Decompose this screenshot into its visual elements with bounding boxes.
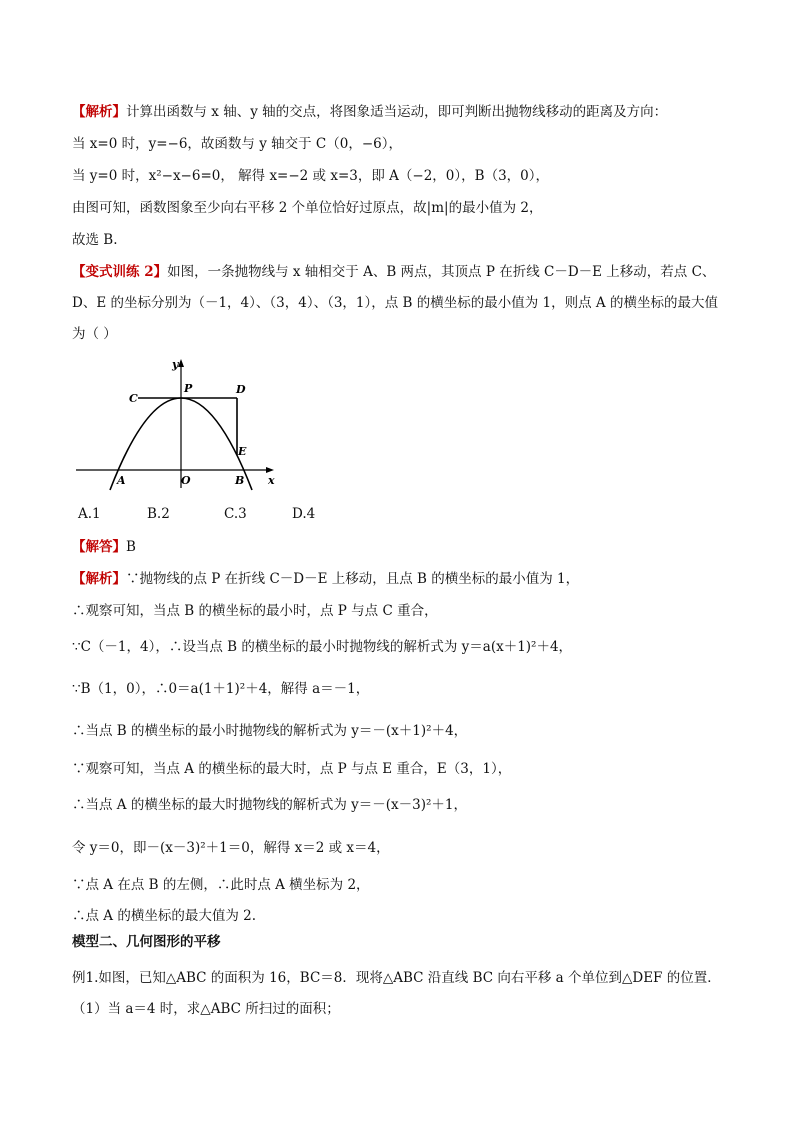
analysis-1-line-2: 当 x=0 时，y=−6，故函数与 y 轴交于 C（0，−6）， (72, 136, 403, 152)
variant-2-line-3: 为（ ） (72, 326, 117, 342)
label-b: B (235, 474, 245, 487)
analysis-1-line-5: 故选 B. (72, 232, 118, 248)
model-2-heading: 模型二、几何图形的平移 (72, 934, 221, 950)
analysis-1-line-3: 当 y=0 时，x²−x−6=0， 解得 x=−2 或 x=3，即 A（−2，0），B（3，0）， (72, 168, 549, 184)
analysis-1-line-4: 由图可知，函数图象至少向右平移 2 个单位恰好过原点，故|m|的最小值为 2， (72, 200, 543, 216)
analysis-2-line-2: ∴观察可知，当点 B 的横坐标的最小时，点 P 与点 C 重合， (72, 603, 438, 619)
label-y: y (172, 358, 179, 371)
variant-2-line-1: 【变式训练 2】如图，一条抛物线与 x 轴相交于 A、B 两点，其顶点 P 在折线 C－D－E 上移动，若点 C、 (72, 264, 716, 280)
analysis-2-line-1: 【解析】∵抛物线的点 P 在折线 C－D－E 上移动，且点 B 的横坐标的最小值为 1， (72, 571, 580, 587)
analysis-2-line-10: ∴点 A 的横坐标的最大值为 2. (72, 908, 257, 924)
option-b: B.2 (147, 506, 170, 522)
option-d: D.4 (292, 506, 316, 522)
label-o: O (181, 474, 191, 487)
option-a: A.1 (78, 506, 101, 522)
parabola-figure (70, 350, 290, 495)
label-p: P (184, 382, 193, 395)
x-axis-arrow (266, 467, 274, 473)
analysis-2-line-8: 令 y＝0，即－(x－3)²＋1＝0，解得 x＝2 或 x＝4， (72, 840, 390, 856)
label-e: E (238, 445, 247, 458)
analysis-2-line-4: ∵B（1，0），∴0＝a(1＋1)²＋4，解得 a＝－1， (72, 681, 370, 697)
option-c: C.3 (224, 506, 247, 522)
variant-tag: 【变式训练 2】 (72, 264, 168, 280)
label-x: x (268, 474, 275, 487)
analysis-tag: 【解析】 (72, 104, 126, 120)
analysis-2-line-3: ∵C（－1，4），∴设当点 B 的横坐标的最小时抛物线的解析式为 y＝a(x＋1)²＋4， (72, 639, 573, 655)
analysis-1-line-1: 【解析】计算出函数与 x 轴、y 轴的交点，将图象适当运动，即可判断出抛物线移动的距离及方向： (72, 104, 668, 120)
answer-value: B (126, 539, 136, 555)
analysis-2-tag: 【解析】 (72, 571, 126, 587)
analysis-2-line-9: ∵点 A 在点 B 的左侧，∴此时点 A 横坐标为 2， (72, 877, 370, 893)
variant-2-line-2: D、E 的坐标分别为（－1，4）、（3，4）、（3，1），点 B 的横坐标的最小值为 1，则点 A 的横坐标的最大值 (72, 295, 718, 311)
analysis-2-line-7: ∴当点 A 的横坐标的最大时抛物线的解析式为 y＝－(x－3)²＋1， (72, 797, 467, 813)
y-axis-arrow (178, 359, 184, 367)
choice-options (78, 506, 438, 524)
analysis-2-line-5: ∴当点 B 的横坐标的最小时抛物线的解析式为 y＝－(x＋1)²＋4， (72, 723, 468, 739)
analysis-2-line-6: ∵观察可知，当点 A 的横坐标的最大时，点 P 与点 E 重合，E（3，1）， (72, 761, 512, 777)
question-1-text: （1）当 a＝4 时，求△ABC 所扫过的面积； (72, 1001, 340, 1017)
label-a: A (117, 474, 126, 487)
answer-tag: 【解答】 (72, 539, 126, 555)
label-c: C (129, 392, 138, 405)
answer-line (72, 538, 136, 556)
example-1-text: 例1.如图，已知△ABC 的面积为 16，BC＝8．现将△ABC 沿直线 BC 向右平移 a 个单位到△DEF 的位置． (72, 970, 721, 986)
label-d: D (236, 383, 246, 396)
